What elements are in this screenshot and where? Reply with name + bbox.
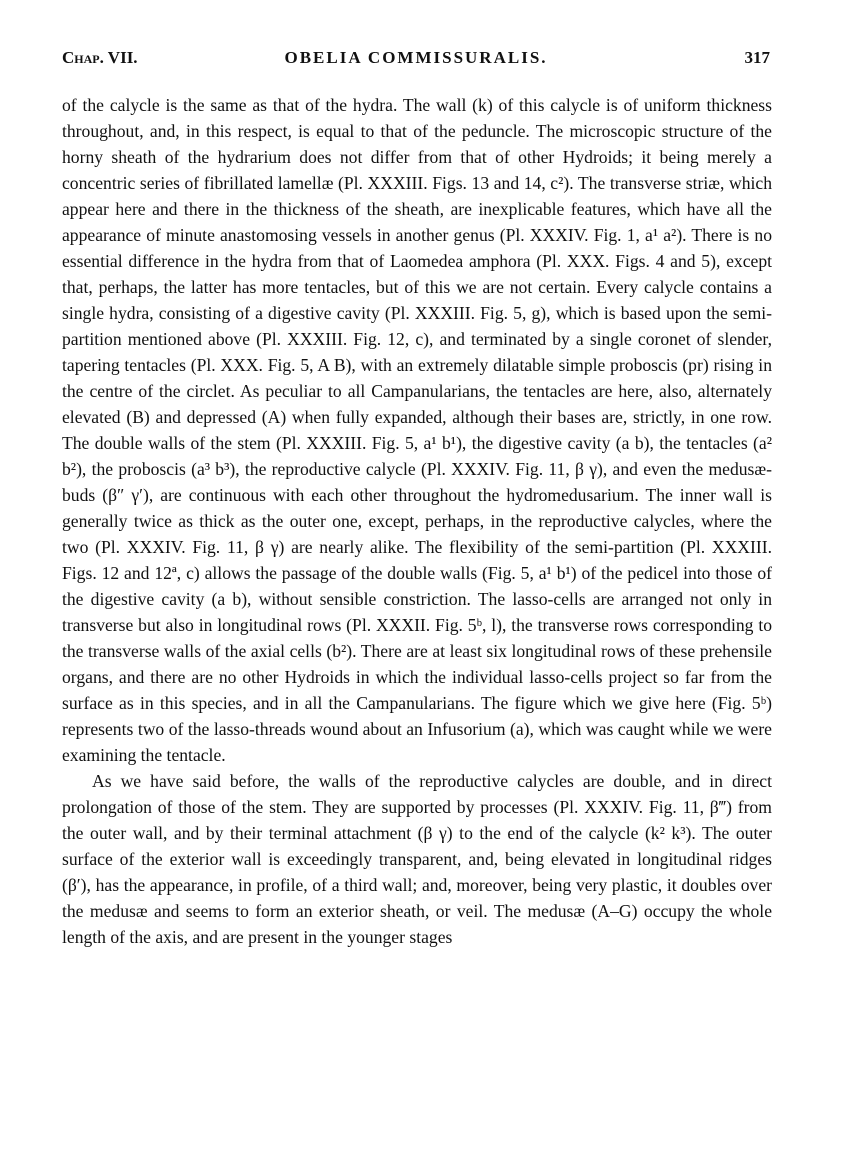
body-text [62,92,772,950]
paragraph-1: of the calycle is the same as that of the hydra. The wall (k) of this calycle is of uniform thickness throughout, and, in this respect, is equal to that of the peduncle. The microscopic structure of the horny sheath of the hydrarium does not differ from that of other Hydroids; it being merely a concentric series of fibrillated lamellæ (Pl. XXXIII. Figs. 13 and 14, c²). The transverse striæ, which appear here and there in the thickness of the sheath, are inexplicable features, which have all the appearance of minute anastomosing vessels in another genus (Pl. XXXIV. Fig. 1, a¹ a²). There is no essential difference in the hydra from that of Laomedea amphora (Pl. XXX. Figs. 4 and 5), except that, perhaps, the latter has more tentacles, but of this we are not certain. Every calycle contains a single hydra, consisting of a digestive cavity (Pl. XXXIII. Fig. 5, g), which is based upon the semi-partition mentioned above (Pl. XXXIII. Fig. 12, c), and terminated by a single coronet of slender, tapering tentacles (Pl. XXX. Fig. 5, A B), with an extremely dilatable simple proboscis (pr) rising in the centre of the circlet. As peculiar to all Campanularians, the tentacles are here, also, alternately elevated (B) and depressed (A) when fully expanded, although their bases are, strictly, in one row. The double walls of the stem (Pl. XXXIII. Fig. 5, a¹ b¹), the digestive cavity (a b), the tentacles (a² b²), the proboscis (a³ b³), the reproductive calycle (Pl. XXXIV. Fig. 11, β γ), and even the medusæ-buds (β″ γ′), are continuous with each other throughout the hydromedusarium. The inner wall is generally twice as thick as the outer one, except, perhaps, in the reproductive calycles, where the two (Pl. XXXIV. Fig. 11, β γ) are nearly alike. The flexibility of the semi-partition (Pl. XXXIII. Figs. 12 and 12ª, c) allows the passage of the double walls (Fig. 5, a¹ b¹) of the pedicel into those of the digestive cavity (a b), without sensible constriction. The lasso-cells are arranged not only in transverse but also in longitudinal rows (Pl. XXXII. Fig. 5ᵇ, l), the transverse rows corresponding to the transverse walls of the axial cells (b²). There are at least six longitudinal rows of these prehensile organs, and there are no other Hydroids in which the individual lasso-cells project so far from the surface as in this species, and in all the Campanularians. The figure which we give here (Fig. 5ᵇ) represents two of the lasso-threads wound about an Infusorium (a), which was caught while we were examining the tentacle. [62,95,772,765]
paragraph-2: As we have said before, the walls of the reproductive calycles are double, and in direct prolongation of those of the stem. They are supported by processes (Pl. XXXIV. Fig. 11, β‴) from the outer wall, and by their terminal attachment (β γ) to the end of the calycle (k² k³). The outer surface of the exterior wall is exceedingly transparent, and, being elevated in longitudinal ridges (β′), has the appearance, in profile, of a third wall; and, moreover, being very plastic, it doubles over the medusæ and seems to form an exterior sheath, or veil. The medusæ (A–G) occupy the whole length of the axis, and are present in the younger stages [62,771,772,947]
running-header [62,48,770,74]
running-title: OBELIA COMMISSURALIS. [284,48,548,67]
chapter-label: Chap. VII. [62,48,138,67]
page-number: 317 [744,48,770,67]
